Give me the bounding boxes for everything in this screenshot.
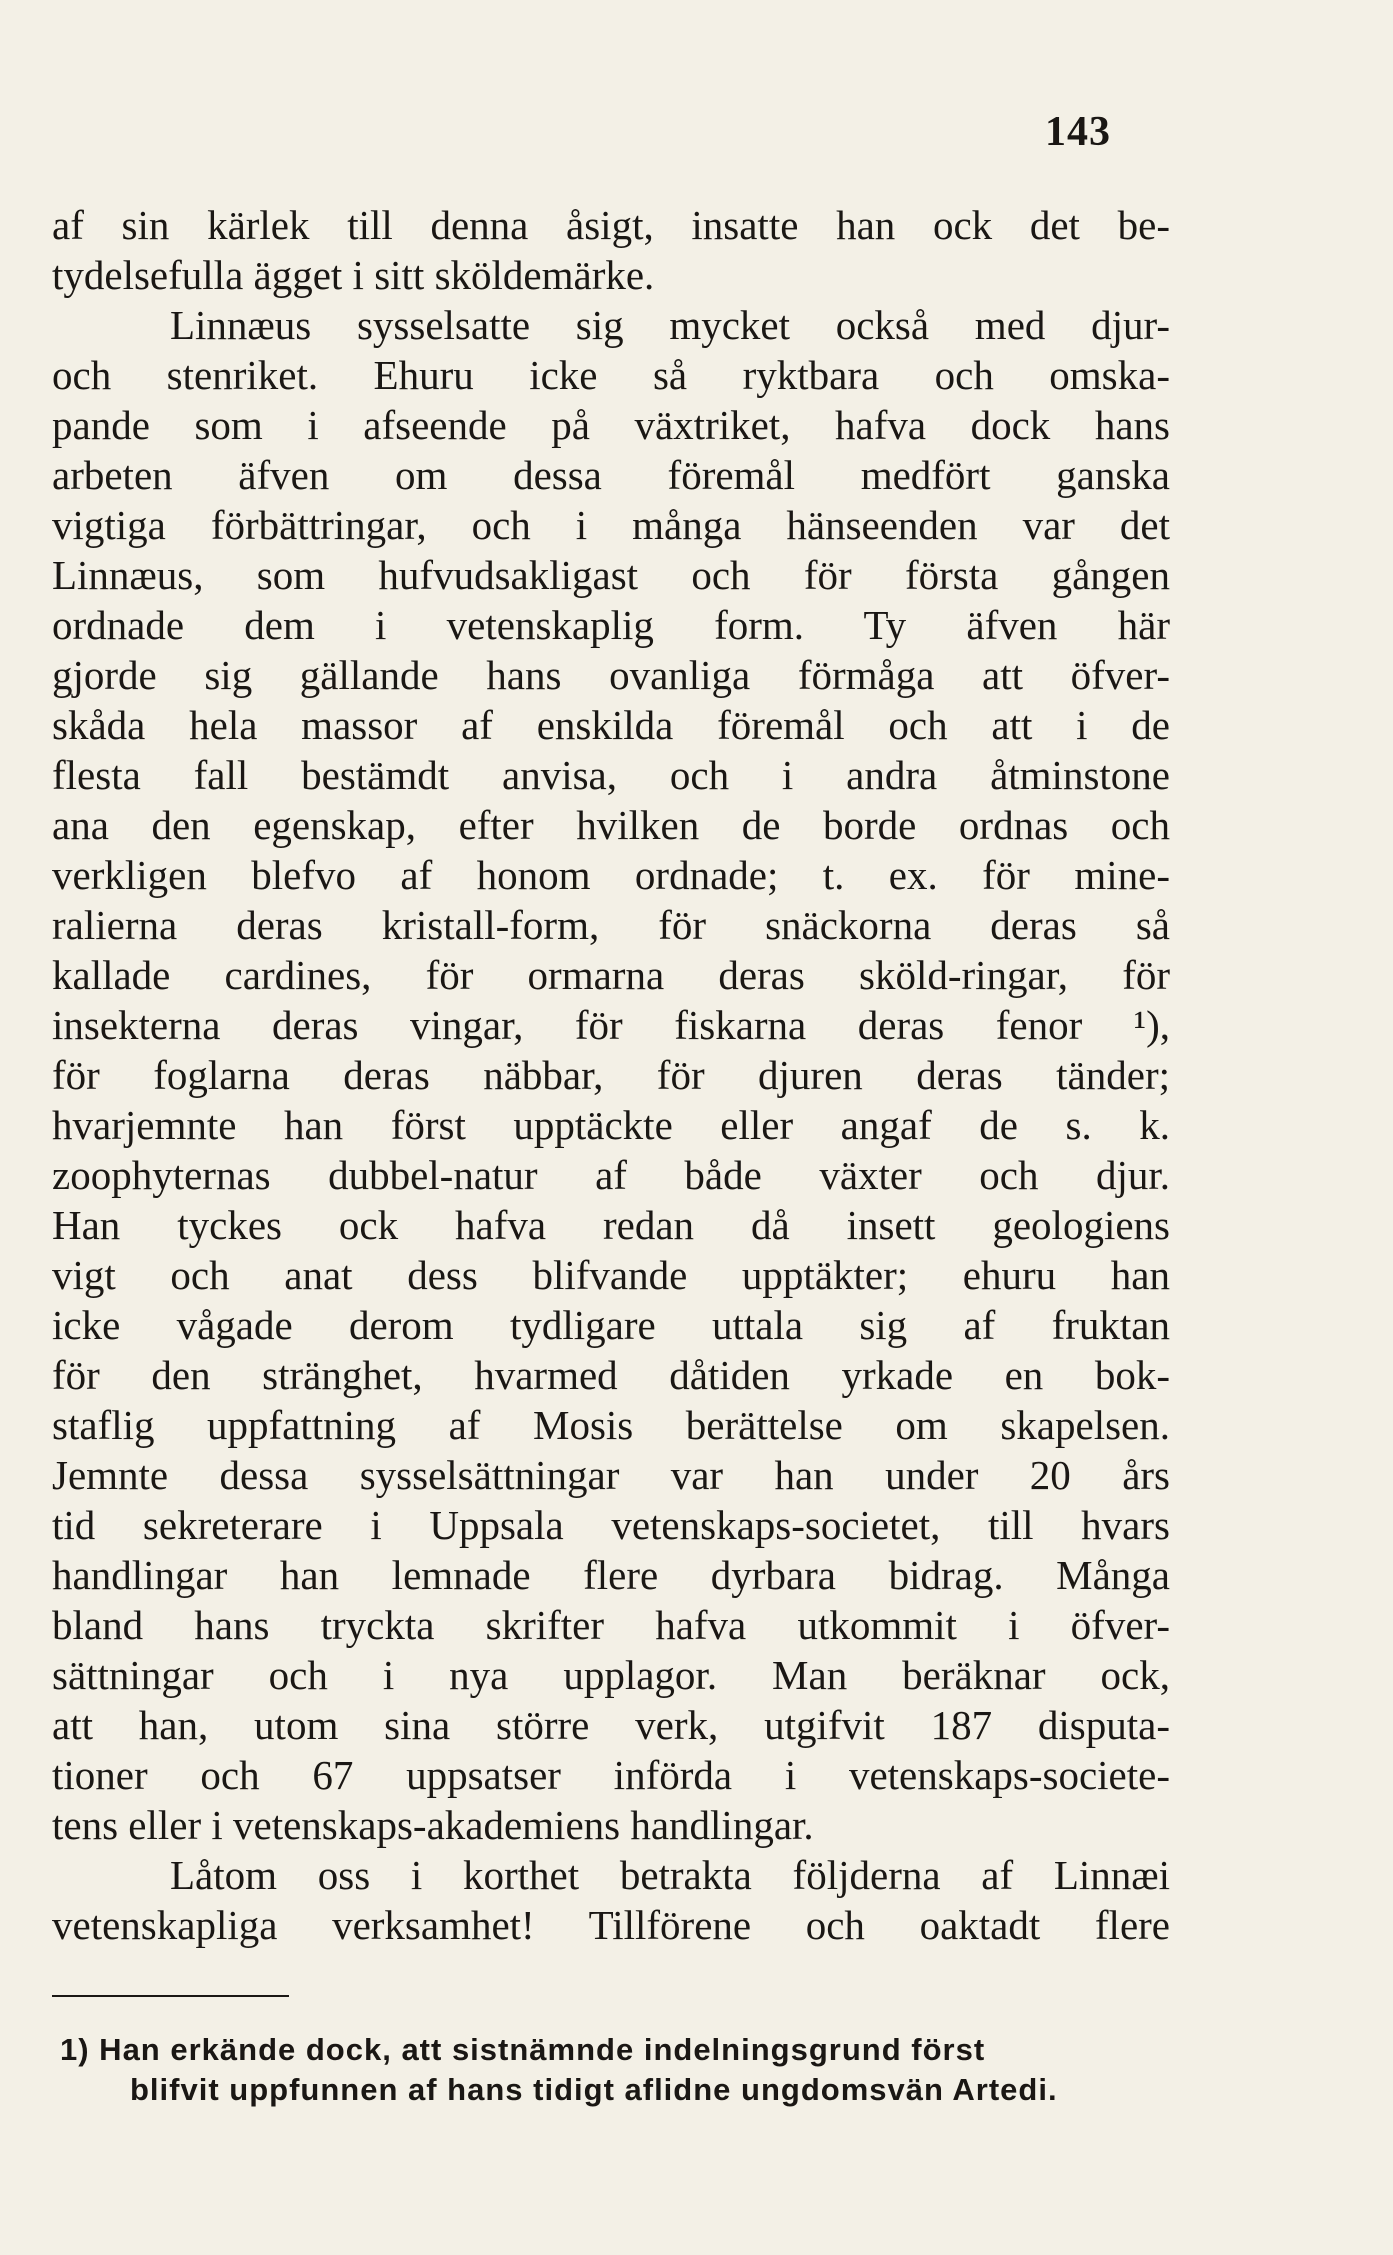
text-line: zoophyternas dubbel-natur af både växter och djur. xyxy=(52,1152,1170,1198)
page-number: 143 xyxy=(1045,109,1111,155)
text-line: vetenskapliga verksamhet! Tillförene och oaktadt flere xyxy=(52,1902,1170,1948)
text-line: skåda hela massor af enskilda föremål och att i de xyxy=(52,702,1170,748)
footnote-line: 1) Han erkände dock, att sistnämnde indelningsgrund först xyxy=(60,2032,986,2067)
text-line: flesta fall bestämdt anvisa, och i andra åtminstone xyxy=(52,752,1170,798)
text-line: Han tyckes ock hafva redan då insett geologiens xyxy=(52,1202,1170,1248)
body-text xyxy=(52,200,1170,1950)
text-line: tydelsefulla ägget i sitt sköldemärke. xyxy=(52,252,655,298)
text-line: Jemnte dessa sysselsättningar var han under 20 års xyxy=(52,1452,1170,1498)
text-line: insekterna deras vingar, för fiskarna deras fenor ¹), xyxy=(52,1002,1170,1048)
text-line: vigt och anat dess blifvande upptäkter; ehuru han xyxy=(52,1252,1170,1298)
text-line: hvarjemnte han först upptäckte eller angaf de s. k. xyxy=(52,1102,1170,1148)
text-line: pande som i afseende på växtriket, hafva dock hans xyxy=(52,402,1170,448)
text-line: icke vågade derom tydligare uttala sig af fruktan xyxy=(52,1302,1170,1348)
text-line: Låtom oss i korthet betrakta följderna af Linnæi xyxy=(170,1852,1170,1898)
text-line: för den stränghet, hvarmed dåtiden yrkade en bok- xyxy=(52,1352,1170,1398)
text-line: ana den egenskap, efter hvilken de borde ordnas och xyxy=(52,802,1170,848)
text-line: och stenriket. Ehuru icke så ryktbara och omska- xyxy=(52,352,1170,398)
text-line: af sin kärlek till denna åsigt, insatte han ock det be- xyxy=(52,202,1170,248)
text-line: kallade cardines, för ormarna deras sköld-ringar, för xyxy=(52,952,1170,998)
text-line: handlingar han lemnade flere dyrbara bidrag. Många xyxy=(52,1552,1170,1598)
text-line: tid sekreterare i Uppsala vetenskaps-societet, till hvars xyxy=(52,1502,1170,1548)
text-line: staflig uppfattning af Mosis berättelse om skapelsen. xyxy=(52,1402,1170,1448)
footnote-line: blifvit uppfunnen af hans tidigt aflidne ungdomsvän Artedi. xyxy=(130,2072,1058,2107)
text-line: Linnæus, som hufvudsakligast och för första gången xyxy=(52,552,1170,598)
text-line: vigtiga förbättringar, och i många hänseenden var det xyxy=(52,502,1170,548)
footnote xyxy=(60,2030,1170,2110)
footnote-divider xyxy=(52,1995,289,1997)
text-line: ralierna deras kristall-form, för snäckorna deras så xyxy=(52,902,1170,948)
text-line: tioner och 67 uppsatser införda i vetenskaps-societe- xyxy=(52,1752,1170,1798)
text-line: för foglarna deras näbbar, för djuren deras tänder; xyxy=(52,1052,1170,1098)
text-line: tens eller i vetenskaps-akademiens handlingar. xyxy=(52,1802,814,1848)
text-line: Linnæus sysselsatte sig mycket också med djur- xyxy=(170,302,1170,348)
text-line: ordnade dem i vetenskaplig form. Ty äfven här xyxy=(52,602,1170,648)
text-line: arbeten äfven om dessa föremål medfört ganska xyxy=(52,452,1170,498)
text-line: att han, utom sina större verk, utgifvit 187 disputa- xyxy=(52,1702,1170,1748)
text-line: gjorde sig gällande hans ovanliga förmåga att öfver- xyxy=(52,652,1170,698)
text-line: verkligen blefvo af honom ordnade; t. ex. för mine- xyxy=(52,852,1170,898)
text-line: bland hans tryckta skrifter hafva utkommit i öfver- xyxy=(52,1602,1170,1648)
text-line: sättningar och i nya upplagor. Man beräknar ock, xyxy=(52,1652,1170,1698)
